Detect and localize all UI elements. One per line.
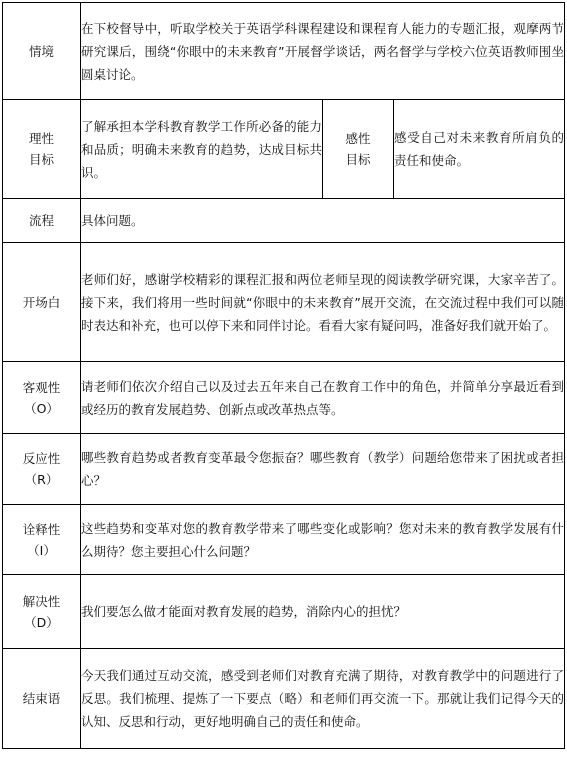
text-reflective: 哪些教育趋势或者教育变革最令您振奋？哪些教育（教学）问题给您带来了困扰或者担心？ [81,434,565,505]
text-process: 具体问题。 [81,199,565,243]
label-decisional [3,575,81,649]
row-reflective [3,434,565,505]
row-objective [3,362,565,434]
label-decisional-line2: （D） [24,614,59,630]
text-closing: 今天我们通过互动交流，感受到老师们对教育充满了期待，对教育教学中的问题进行了反思。我们梳理、提炼了一下要点（略）和老师们再交流一下。那就让我们记得今天的认知、反思和行动，更好地明确自己的责任和使命。 [81,649,565,749]
label-decisional-line1: 解决性 [22,593,61,609]
label-interpretive [3,505,81,575]
row-process [3,199,565,243]
row-decisional [3,575,565,649]
text-interpretive: 这些趋势和变革对您的教育教学带来了哪些变化或影响？您对未来的教育教学发展有什么期待？您主要担心什么问题？ [81,505,565,575]
label-reflective [3,434,81,505]
label-emotional-goal-line2: 目标 [345,152,371,167]
label-objective-line2: （O） [24,400,59,416]
label-process: 流程 [3,199,81,243]
label-emotional-goal-line1: 感性 [345,131,371,146]
row-situation [3,3,565,100]
text-objective: 请老师们依次介绍自己以及过去五年来自己在教育工作中的角色，并简单分享最近看到或经历的教育发展趋势、创新点或改革热点等。 [81,362,565,434]
text-emotional-goal: 感受自己对未来教育所肩负的责任和使命。 [394,100,565,199]
label-rational-goal-line2: 目标 [28,152,54,167]
label-interpretive-line2: （I） [27,542,56,558]
label-objective [3,362,81,434]
label-opening: 开场白 [3,243,81,362]
label-emotional-goal [323,100,394,199]
row-opening [3,243,565,362]
label-objective-line1: 客观性 [22,379,61,395]
text-decisional: 我们要怎么做才能面对教育发展的趋势，消除内心的担忧？ [81,575,565,649]
orid-discussion-table [2,2,565,749]
row-interpretive [3,505,565,575]
row-goals [3,100,565,199]
text-rational-goal: 了解承担本学科教育教学工作所必备的能力和品质；明确未来教育的趋势，达成目标共识。 [81,100,323,199]
label-closing: 结束语 [3,649,81,749]
text-opening: 老师们好，感谢学校精彩的课程汇报和两位老师呈现的阅读教学研究课，大家辛苦了。接下来，我们将用一些时间就“你眼中的未来教育”展开交流，在交流过程中我们可以随时表达和补充，也可以停下来和同伴讨论。看看大家有疑问吗，准备好我们就开始了。 [81,243,565,362]
label-reflective-line1: 反应性 [22,451,61,466]
label-interpretive-line1: 诠释性 [22,521,61,537]
text-situation: 在下校督导中，听取学校关于英语学科课程建设和课程育人能力的专题汇报，观摩两节研究课后，围绕“你眼中的未来教育”开展督学谈话，两名督学与学校六位英语教师围坐圆桌讨论。 [81,3,565,100]
label-rational-goal [3,100,81,199]
label-situation: 情境 [3,3,81,100]
label-rational-goal-line1: 理性 [28,131,54,146]
row-closing [3,649,565,749]
label-reflective-line2: （R） [24,472,59,487]
